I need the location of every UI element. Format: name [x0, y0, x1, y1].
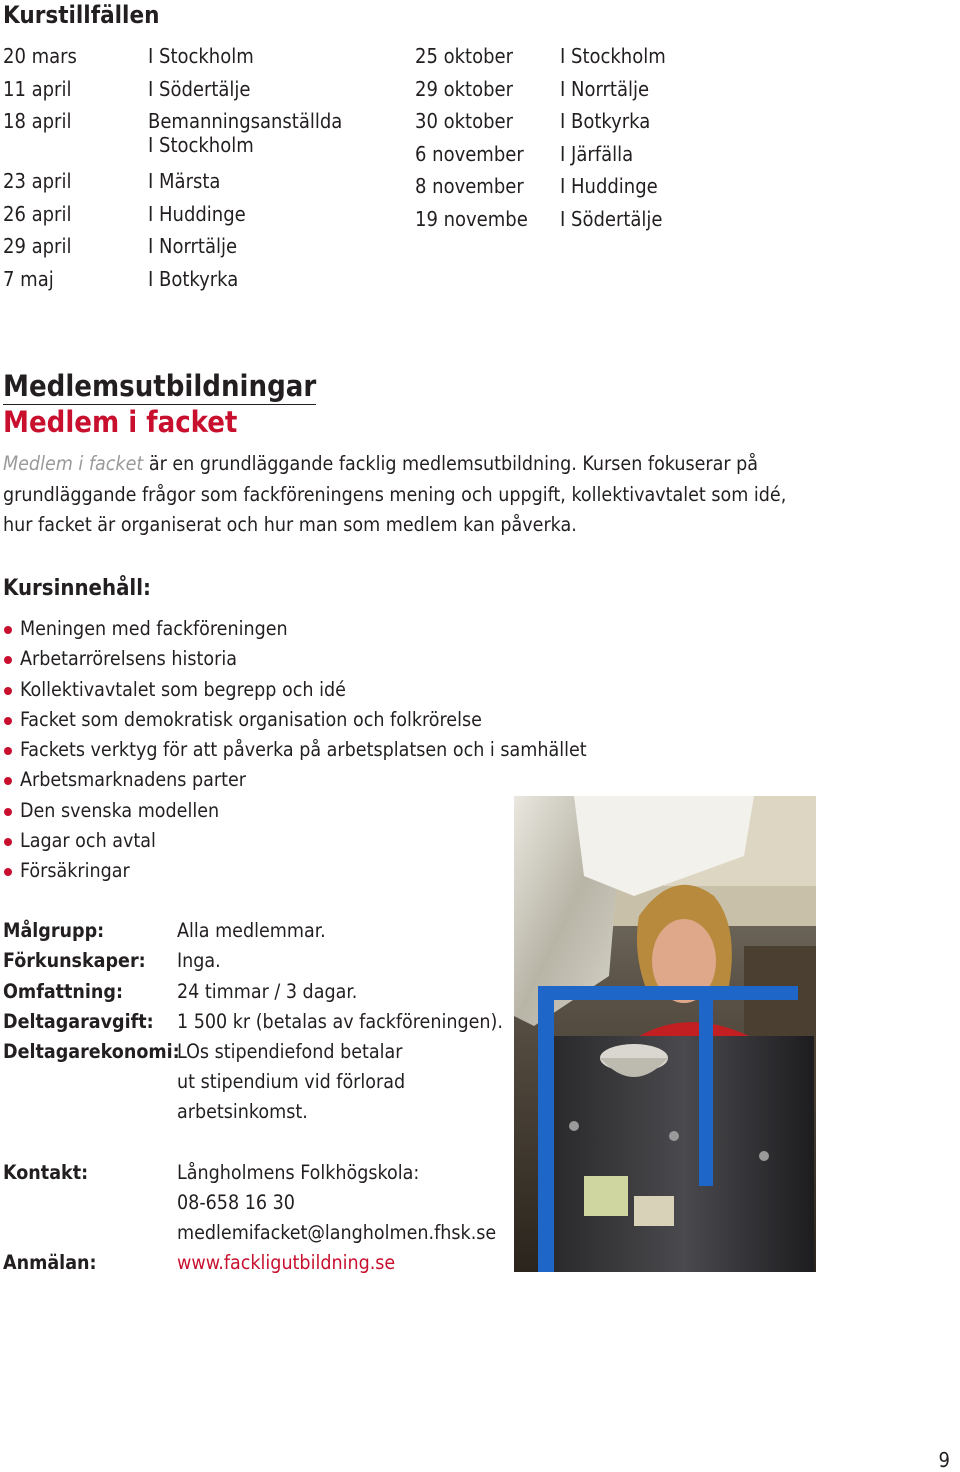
content-item-text: Facket som demokratisk organisation och folkrörelse: [20, 707, 482, 731]
schedule-place-line: I Stockholm: [148, 44, 254, 68]
workshop-photo: [514, 796, 816, 1272]
schedule-entry: [415, 40, 666, 73]
content-item: [3, 705, 587, 735]
schedule-autumn: [415, 40, 666, 236]
contact-email[interactable]: medlemifacket@langholmen.fhsk.se: [177, 1221, 497, 1244]
schedule-place: [560, 170, 658, 203]
schedule-date: 6 november: [415, 141, 524, 166]
content-item-text: Den svenska modellen: [20, 798, 220, 822]
schedule-entry: [3, 40, 342, 73]
schedule-place-line: Bemanningsanställda: [148, 109, 343, 134]
economy-value-line-3: arbetsinkomst.: [177, 1100, 308, 1123]
scope-label: Omfattning:: [3, 980, 123, 1003]
schedule-place-line: I Botkyrka: [148, 266, 239, 291]
schedule-place-line: I Botkyrka: [560, 109, 651, 134]
schedule-entry: [415, 170, 666, 203]
content-item: [3, 614, 587, 644]
bullet-icon: [4, 626, 12, 634]
content-list: [3, 614, 587, 887]
schedule-entry: [3, 165, 342, 198]
schedule-place: [560, 40, 666, 73]
schedule-date: 8 november: [415, 174, 524, 199]
schedule-place: [148, 73, 251, 106]
prerequisites-label: Förkunskaper:: [3, 949, 146, 972]
schedule-entry: [3, 198, 342, 231]
content-item-text: Försäkringar: [20, 859, 130, 883]
bullet-icon: [4, 868, 12, 876]
schedule-date: 25 oktober: [415, 44, 513, 68]
schedule-date: 18 april: [3, 109, 72, 134]
schedule-date: 29 oktober: [415, 76, 513, 101]
schedule-entry: [3, 73, 342, 106]
schedule-place-line: I Stockholm: [560, 44, 666, 68]
bullet-icon: [4, 808, 12, 816]
bullet-icon: [4, 656, 12, 664]
content-item: [3, 765, 587, 795]
schedule-place: [148, 263, 238, 296]
content-item-text: Meningen med fackföreningen: [20, 617, 288, 640]
bullet-icon: [4, 687, 12, 695]
description-line-3: hur facket är organiserat och hur man som medlem kan påverka.: [3, 513, 577, 536]
schedule-entry: [415, 203, 666, 236]
target-group-label: Målgrupp:: [3, 919, 105, 942]
schedule-place: [560, 203, 663, 236]
bullet-icon: [4, 838, 12, 846]
schedule-entry: [415, 105, 666, 138]
schedule-place-line: I Märsta: [148, 169, 221, 194]
schedule-date: 7 maj: [3, 266, 54, 291]
schedule-entry: [3, 230, 342, 263]
content-item: [3, 856, 587, 886]
prerequisites-value: Inga.: [177, 949, 221, 972]
bullet-icon: [4, 717, 12, 725]
schedule-place: [560, 73, 649, 106]
schedule-date: 30 oktober: [415, 109, 513, 134]
schedule-entry: [415, 138, 666, 171]
economy-value-line-1: LOs stipendiefond betalar: [177, 1040, 403, 1063]
bullet-icon: [4, 747, 12, 755]
schedule-spring: [3, 40, 342, 296]
contact-label: Kontakt:: [3, 1161, 89, 1184]
schedule-place: [148, 198, 246, 231]
page-number: 9: [938, 1448, 950, 1472]
schedule-date: 23 april: [3, 169, 72, 194]
content-item-text: Kollektivavtalet som begrepp och idé: [20, 677, 346, 701]
content-item: [3, 644, 587, 674]
schedule-place-line: I Huddinge: [148, 201, 246, 226]
content-item-text: Arbetarrörelsens historia: [20, 647, 237, 671]
schedule-place-line: I Norrtälje: [148, 234, 238, 259]
description-line-1: är en grundläggande facklig medlemsutbildning. Kursen fokuserar på: [143, 452, 759, 475]
registration-link[interactable]: www.fackligutbildning.se: [177, 1251, 396, 1274]
registration-label: Anmälan:: [3, 1251, 97, 1274]
contact-school: Långholmens Folkhögskola:: [177, 1161, 420, 1184]
content-item-text: Fackets verktyg för att påverka på arbetsplatsen och i samhället: [20, 738, 587, 762]
schedule-entry: [3, 263, 342, 296]
schedule-date: 20 mars: [3, 44, 77, 68]
content-heading: Kursinnehåll:: [3, 576, 151, 601]
course-title: Medlem i facket: [3, 405, 238, 439]
description-line-2: grundläggande frågor som fackföreningens mening och uppgift, kollektivavtalet som idé,: [3, 482, 787, 506]
content-item-text: Arbetsmarknadens parter: [20, 768, 246, 792]
schedule-place: [148, 40, 254, 73]
schedule-date: 11 april: [3, 76, 72, 101]
fee-value: 1 500 kr (betalas av fackföreningen).: [177, 1010, 503, 1033]
economy-value-line-2: ut stipendium vid förlorad: [177, 1070, 406, 1093]
schedule-place: [148, 230, 237, 263]
schedule-place-line: I Södertälje: [560, 206, 663, 231]
content-item-text: Lagar och avtal: [20, 829, 156, 853]
schedule-title: Kurstillfällen: [3, 1, 160, 29]
scope-value: 24 timmar / 3 dagar.: [177, 980, 358, 1003]
contact-phone[interactable]: 08-658 16 30: [177, 1191, 295, 1214]
content-item: [3, 735, 587, 765]
schedule-entry: [3, 105, 342, 165]
course-description: [3, 449, 803, 541]
fee-label: Deltagaravgift:: [3, 1010, 154, 1033]
content-item: [3, 675, 587, 705]
schedule-place-line: I Järfälla: [560, 141, 634, 166]
schedule-place-line: I Stockholm: [148, 133, 254, 158]
content-item: [3, 826, 587, 856]
schedule-date: 26 april: [3, 201, 72, 226]
content-item: [3, 796, 587, 826]
schedule-place: [148, 105, 342, 165]
schedule-entry: [415, 73, 666, 106]
schedule-place-line: I Huddinge: [560, 174, 658, 199]
bullet-icon: [4, 777, 12, 785]
schedule-place-line: I Norrtälje: [560, 76, 650, 101]
schedule-date: 19 novembe: [415, 206, 528, 231]
target-group-value: Alla medlemmar.: [177, 919, 326, 942]
schedule-place: [560, 138, 633, 171]
section-title: Medlemsutbildningar: [3, 369, 317, 403]
schedule-place-line: I Södertälje: [148, 76, 251, 101]
schedule-date: 29 april: [3, 234, 72, 259]
schedule-place: [560, 105, 650, 138]
schedule-place: [148, 165, 220, 198]
economy-label: Deltagarekonomi:: [3, 1040, 180, 1063]
course-name-inline: Medlem i facket: [3, 452, 144, 475]
